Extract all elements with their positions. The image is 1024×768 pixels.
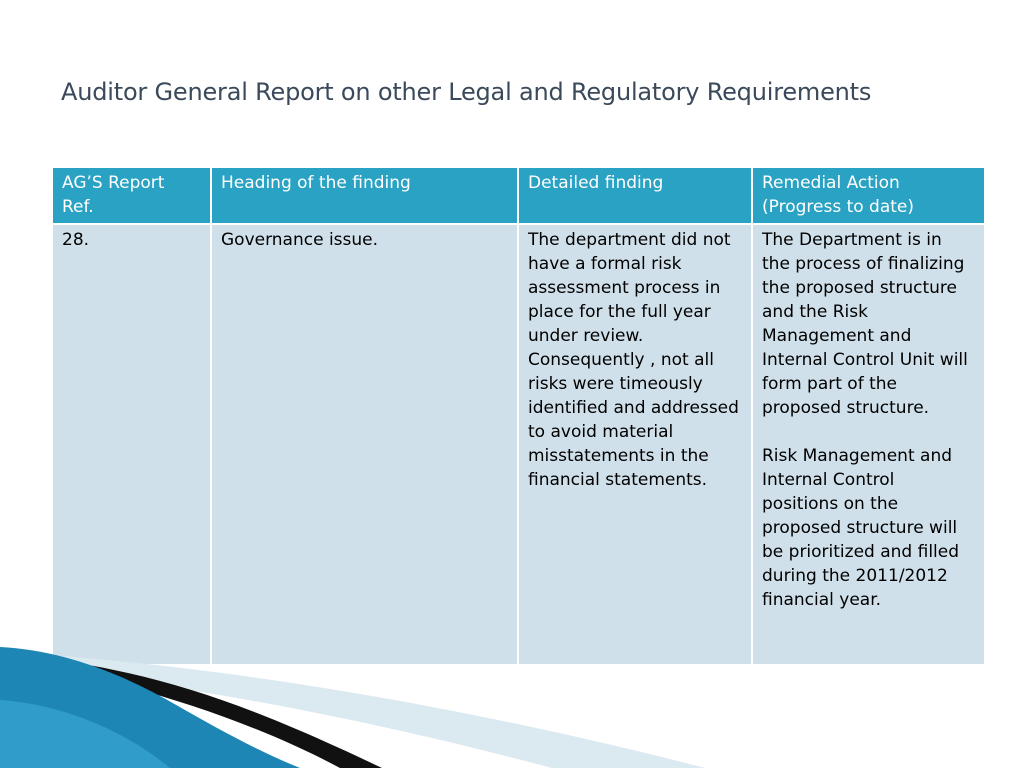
- cell-finding-heading: Governance issue.: [211, 224, 518, 665]
- header-remedial-action: Remedial Action (Progress to date): [752, 167, 985, 224]
- swoosh-blue-highlight: [0, 700, 170, 768]
- header-report-ref: AG’S Report Ref.: [52, 167, 211, 224]
- cell-remedial-action: The Department is in the process of finalizing the proposed structure and the Risk Management and Internal Control Unit will form part of the proposed structure. Risk Management and Internal Control positions on the proposed structure will be prioritized and filled during the 2011/2012 financial year.: [752, 224, 985, 665]
- header-finding-heading: Heading of the finding: [211, 167, 518, 224]
- cell-detailed-finding: The department did not have a formal risk assessment process in place for the full year under review. Consequently , not all risks were timeously identified and addressed to avoid material misstatements in the financial statements.: [518, 224, 752, 665]
- table-row: [52, 224, 985, 665]
- findings-table: [51, 166, 986, 666]
- table-header-row: [52, 167, 985, 224]
- cell-report-ref: 28.: [52, 224, 211, 665]
- header-detailed-finding: Detailed finding: [518, 167, 752, 224]
- swoosh-light-band: [0, 652, 705, 768]
- slide-title: Auditor General Report on other Legal and Regulatory Requirements: [61, 78, 872, 106]
- swoosh-dark-band: [0, 655, 382, 768]
